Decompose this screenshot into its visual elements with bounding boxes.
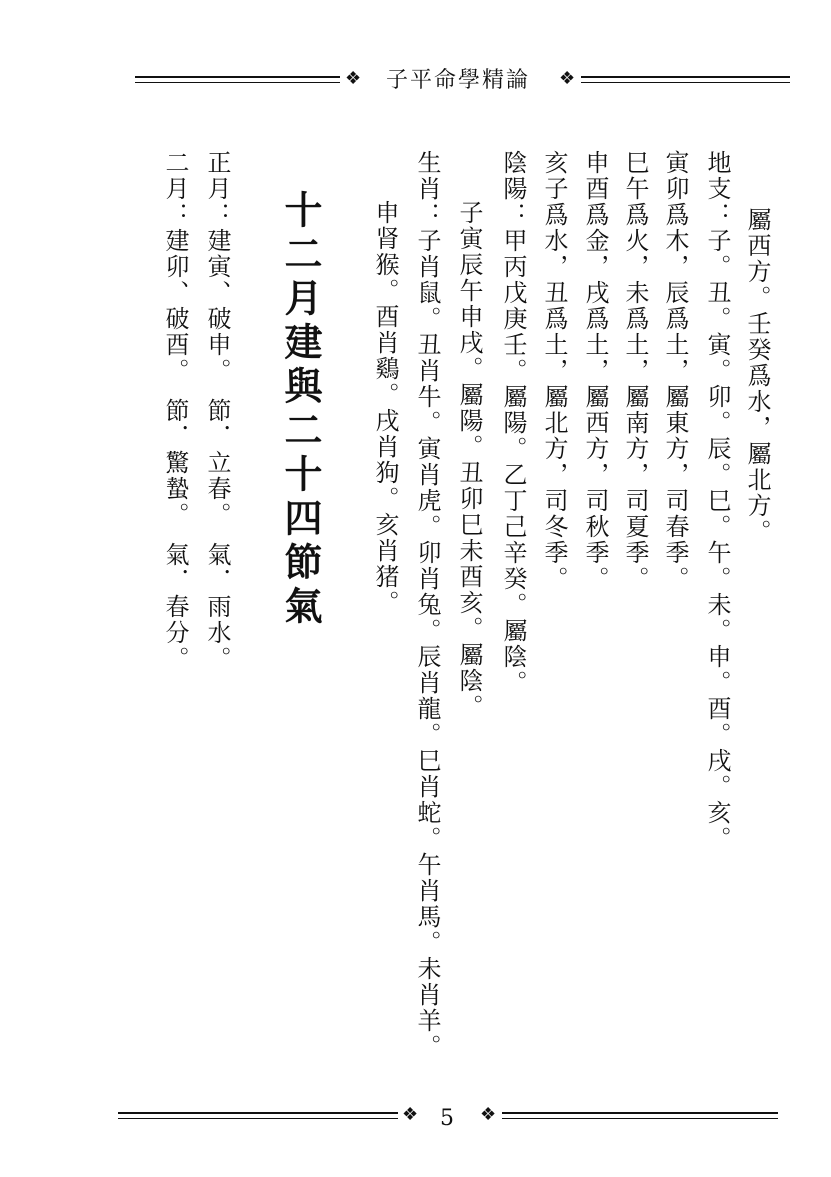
page-number: 5: [440, 1106, 454, 1131]
text-column: 陰陽：甲丙戊庚壬。屬陽。乙丁己辛癸。屬陰。: [499, 150, 527, 696]
text-column: 生肖：子肖鼠。丑肖牛。寅肖虎。卯肖兔。辰肖龍。巳肖蛇。午肖馬。未肖羊。: [413, 150, 441, 1060]
footer-rule-left: [118, 1112, 398, 1114]
page-footer: [118, 1100, 778, 1140]
ornament-icon: ❖: [345, 68, 362, 89]
text-column: 屬西方。壬癸爲水，屬北方。: [743, 207, 771, 545]
footer-rule-right: [502, 1112, 778, 1114]
month-entry: 二月：建卯、破酉。 節．驚蟄。 氣．春分。: [161, 150, 189, 672]
text-column: 巳午爲火，未爲土，屬南方，司夏季。: [621, 150, 649, 592]
text-column: 寅卯爲木，辰爲土，屬東方，司春季。: [661, 150, 689, 592]
header-rule-left-thin: [135, 82, 340, 83]
ornament-icon: ❖: [402, 1104, 419, 1125]
section-heading: 十二月建與二十四節氣: [278, 190, 323, 630]
month-entry: 正月：建寅、破申。 節．立春。 氣．雨水。: [203, 150, 231, 672]
text-column: 子寅辰午申戌。屬陽。丑卯巳未酉亥。屬陰。: [455, 200, 483, 720]
running-header: [135, 66, 790, 98]
header-rule-right-thin: [581, 82, 790, 83]
footer-rule-left-thin: [118, 1118, 398, 1119]
header-rule-right: [581, 76, 790, 78]
text-column: 亥子爲水，丑爲土，屬北方，司冬季。: [540, 150, 568, 592]
text-column: 申肾猴。酉肖鷄。戌肖狗。亥肖猪。: [371, 200, 399, 616]
header-title: 子平命學精論: [385, 68, 530, 93]
footer-rule-right-thin: [502, 1118, 778, 1119]
text-column: 申酉爲金，戌爲土，屬西方，司秋季。: [581, 150, 609, 592]
ornament-icon: ❖: [559, 68, 576, 89]
text-column: 地支：子。丑。寅。卯。辰。巳。午。未。申。酉。戌。亥。: [703, 150, 731, 852]
header-rule-left: [135, 76, 340, 78]
ornament-icon: ❖: [480, 1104, 497, 1125]
